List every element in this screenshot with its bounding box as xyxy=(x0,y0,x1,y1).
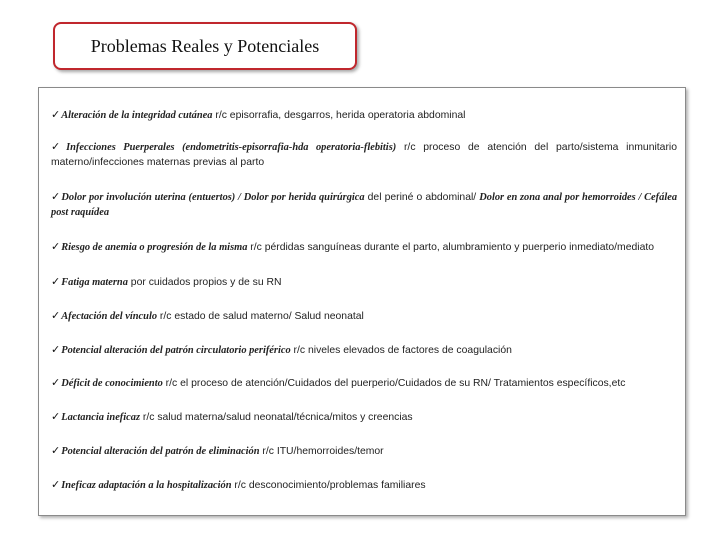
check-icon: ✓ xyxy=(51,109,61,121)
title-box xyxy=(53,22,357,70)
item-text: r/c ITU/hemorroides/temor xyxy=(259,446,384,457)
item-text: r/c salud materna/salud neonatal/técnica/mitos y creencias xyxy=(140,412,413,423)
list-item xyxy=(51,190,677,220)
check-icon: ✓ xyxy=(51,411,61,423)
check-icon: ✓ xyxy=(51,241,61,253)
list-item xyxy=(51,140,677,170)
item-text: r/c episorrafia, desgarros, herida operatoria abdominal xyxy=(212,110,466,121)
item-heading: Potencial alteración del patrón circulatorio periférico xyxy=(61,345,291,356)
list-item xyxy=(51,343,677,358)
check-icon: ✓ xyxy=(51,141,66,153)
content-panel xyxy=(38,87,686,516)
item-heading: Riesgo de anemia o progresión de la misma xyxy=(61,242,248,253)
item-heading-secondary: Dolor en zona anal por hemorroides / Cefálea post raquídea xyxy=(51,192,678,218)
item-text: por cuidados propios y de su RN xyxy=(127,277,282,288)
check-icon: ✓ xyxy=(51,276,61,288)
item-heading: Dolor por involución uterina (entuertos) / Dolor por herida quirúrgica xyxy=(61,192,365,203)
list-item xyxy=(51,108,677,123)
check-icon: ✓ xyxy=(51,310,61,322)
list-item xyxy=(51,444,677,459)
item-text: r/c desconocimiento/problemas familiares xyxy=(231,480,426,491)
list-item xyxy=(51,410,677,425)
item-heading: Afectación del vínculo xyxy=(61,311,158,322)
list-item xyxy=(51,478,677,493)
item-heading: Potencial alteración del patrón de eliminación xyxy=(61,446,260,457)
check-icon: ✓ xyxy=(51,344,61,356)
item-text: r/c el proceso de atención/Cuidados del puerperio/Cuidados de su RN/ Tratamientos específicos,etc xyxy=(162,378,626,389)
item-heading: Lactancia ineficaz xyxy=(61,412,141,423)
item-heading: Alteración de la integridad cutánea xyxy=(61,110,213,121)
list-item xyxy=(51,240,677,255)
item-text: r/c estado de salud materno/ Salud neonatal xyxy=(157,311,364,322)
check-icon: ✓ xyxy=(51,479,61,491)
item-text: r/c proceso de atención del parto/sistema inmunitario materno/infecciones maternas previas al parto xyxy=(51,142,677,168)
list-item xyxy=(51,376,677,391)
item-text: r/c niveles elevados de factores de coagulación xyxy=(290,345,512,356)
item-heading: Infecciones Puerperales (endometritis-episorrafia-hda operatoria-flebitis) xyxy=(66,142,397,153)
list-item xyxy=(51,309,677,324)
item-text: del periné o abdominal/ xyxy=(364,192,480,203)
item-text: r/c pérdidas sanguíneas durante el parto, alumbramiento y puerperio inmediato/mediato xyxy=(247,242,655,253)
item-heading: Déficit de conocimiento xyxy=(61,378,163,389)
item-heading: Fatiga materna xyxy=(61,277,128,288)
check-icon: ✓ xyxy=(51,191,61,203)
list-item xyxy=(51,275,677,290)
check-icon: ✓ xyxy=(51,445,61,457)
page-title: Problemas Reales y Potenciales xyxy=(90,35,320,56)
check-icon: ✓ xyxy=(51,377,61,389)
item-heading: Ineficaz adaptación a la hospitalización xyxy=(61,480,232,491)
